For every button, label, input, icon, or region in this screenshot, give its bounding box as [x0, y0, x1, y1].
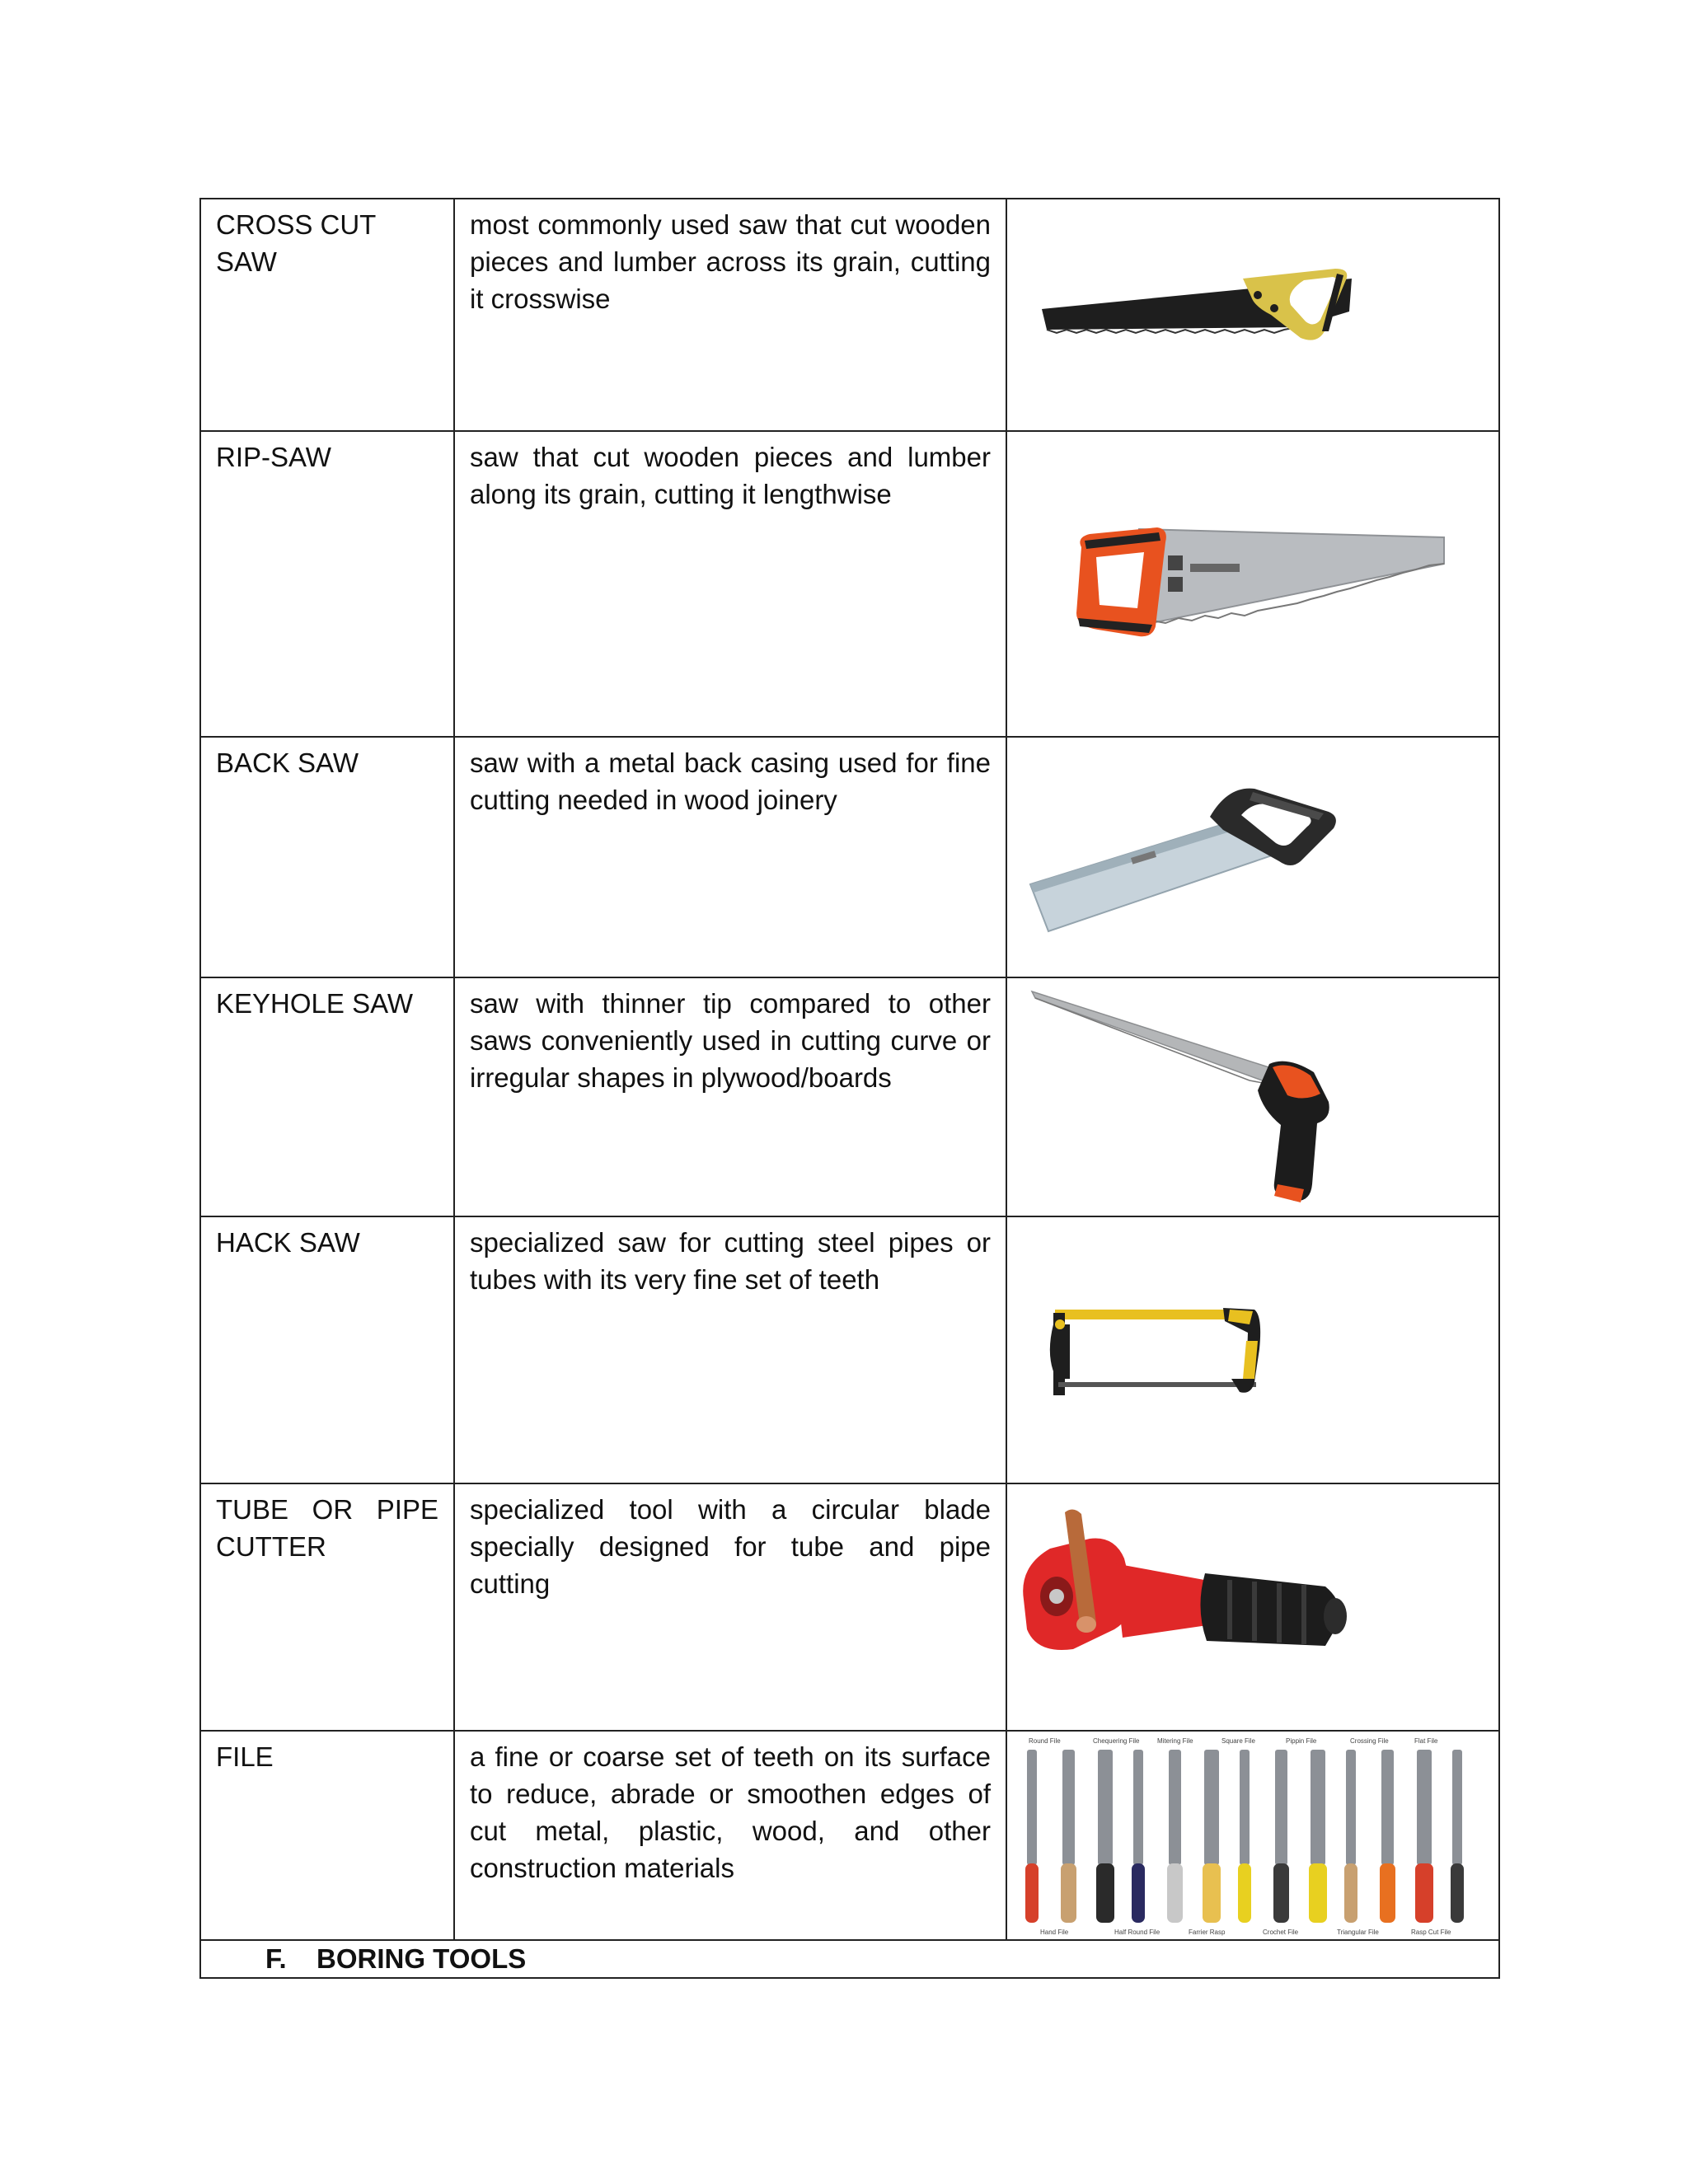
keyhole-saw-icon — [1007, 978, 1498, 1216]
section-heading — [201, 1941, 1498, 1977]
tool-name: RIP-SAW — [216, 442, 331, 472]
file-tool — [1273, 1750, 1289, 1923]
rip-saw-icon — [1007, 432, 1498, 735]
tool-description-cell — [454, 199, 1006, 431]
tool-description: specialized tool with a circular blade specially designed for tube and pipe cutting — [470, 1494, 991, 1599]
file-tool — [1096, 1750, 1114, 1923]
file-label: Rasp Cut File — [1411, 1929, 1451, 1936]
tool-name: CROSS CUT SAW — [216, 209, 376, 277]
table-row — [200, 199, 1499, 431]
file-tool — [1238, 1750, 1251, 1923]
tool-description: a fine or coarse set of teeth on its surface to reduce, abrade or smoothen edges of cut metal, plastic, wood, and other construction materials — [470, 1741, 991, 1883]
back-saw-icon — [1007, 738, 1498, 977]
file-label: Hand File — [1040, 1929, 1069, 1936]
file-label: Crochet File — [1263, 1929, 1299, 1936]
file-label: Round File — [1029, 1737, 1061, 1745]
tool-name: HACK SAW — [216, 1227, 360, 1258]
file-tool — [1167, 1750, 1183, 1923]
file-tool — [1309, 1750, 1327, 1923]
tool-name-cell — [200, 199, 454, 431]
file-label: Farrier Rasp — [1189, 1929, 1226, 1936]
tool-name-cell — [200, 977, 454, 1216]
file-tool — [1132, 1750, 1145, 1923]
table-row — [200, 1731, 1499, 1940]
table-row — [200, 1216, 1499, 1483]
file-tool — [1451, 1750, 1464, 1923]
file-label: Pippin File — [1286, 1737, 1317, 1745]
tool-description-cell — [454, 737, 1006, 977]
section-letter: F. — [265, 1943, 287, 1974]
tool-image-cell — [1006, 977, 1499, 1216]
table-row — [200, 431, 1499, 737]
file-label: Mitering File — [1157, 1737, 1193, 1745]
tool-name-cell — [200, 1483, 454, 1731]
file-tool — [1415, 1750, 1433, 1923]
tool-description-cell — [454, 431, 1006, 737]
file-label: Flat File — [1414, 1737, 1438, 1745]
tool-image-cell — [1006, 431, 1499, 737]
table-row — [200, 977, 1499, 1216]
file-label: Triangular File — [1337, 1929, 1379, 1936]
table-row — [200, 1483, 1499, 1731]
section-heading-cell — [200, 1940, 1499, 1978]
tool-image-cell — [1006, 199, 1499, 431]
tool-name-cell — [200, 1216, 454, 1483]
tool-name: FILE — [216, 1741, 274, 1772]
table-row — [200, 737, 1499, 977]
tool-description-cell — [454, 1483, 1006, 1731]
tool-image-cell — [1006, 1216, 1499, 1483]
tool-image-cell — [1006, 737, 1499, 977]
file-tool — [1061, 1750, 1076, 1923]
files-set-icon — [1007, 1732, 1498, 1939]
file-label: Square File — [1221, 1737, 1255, 1745]
table-row — [200, 1940, 1499, 1978]
tool-name-cell — [200, 737, 454, 977]
tool-name-cell — [200, 1731, 454, 1940]
tool-description: saw with a metal back casing used for fine cutting needed in wood joinery — [470, 748, 991, 815]
tool-name: TUBE OR PIPE CUTTER — [216, 1494, 438, 1562]
file-tool — [1344, 1750, 1357, 1923]
tool-name: BACK SAW — [216, 748, 359, 778]
tool-description-cell — [454, 1731, 1006, 1940]
tool-description-cell — [454, 977, 1006, 1216]
cross-cut-saw-icon — [1007, 199, 1498, 430]
tool-name: KEYHOLE SAW — [216, 988, 414, 1019]
file-label: Crossing File — [1350, 1737, 1389, 1745]
hack-saw-icon — [1007, 1217, 1498, 1483]
tool-description: saw that cut wooden pieces and lumber along its grain, cutting it lengthwise — [470, 442, 991, 509]
section-title: BORING TOOLS — [316, 1943, 527, 1974]
file-tool — [1380, 1750, 1395, 1923]
file-label: Half Round File — [1114, 1929, 1160, 1936]
pipe-cutter-icon — [1007, 1484, 1498, 1730]
tool-description: specialized saw for cutting steel pipes or tubes with its very fine set of teeth — [470, 1227, 991, 1295]
file-tool — [1203, 1750, 1221, 1923]
tool-name-cell — [200, 431, 454, 737]
hand-tools-table — [199, 198, 1500, 1979]
tool-image-cell — [1006, 1483, 1499, 1731]
tool-description: saw with thinner tip compared to other saws conveniently used in cutting curve or irregular shapes in plywood/boards — [470, 988, 991, 1093]
file-label: Chequering File — [1093, 1737, 1140, 1745]
file-tool — [1025, 1750, 1039, 1923]
tool-description: most commonly used saw that cut wooden pieces and lumber across its grain, cutting it crosswise — [470, 209, 991, 314]
tool-image-cell — [1006, 1731, 1499, 1940]
tool-description-cell — [454, 1216, 1006, 1483]
